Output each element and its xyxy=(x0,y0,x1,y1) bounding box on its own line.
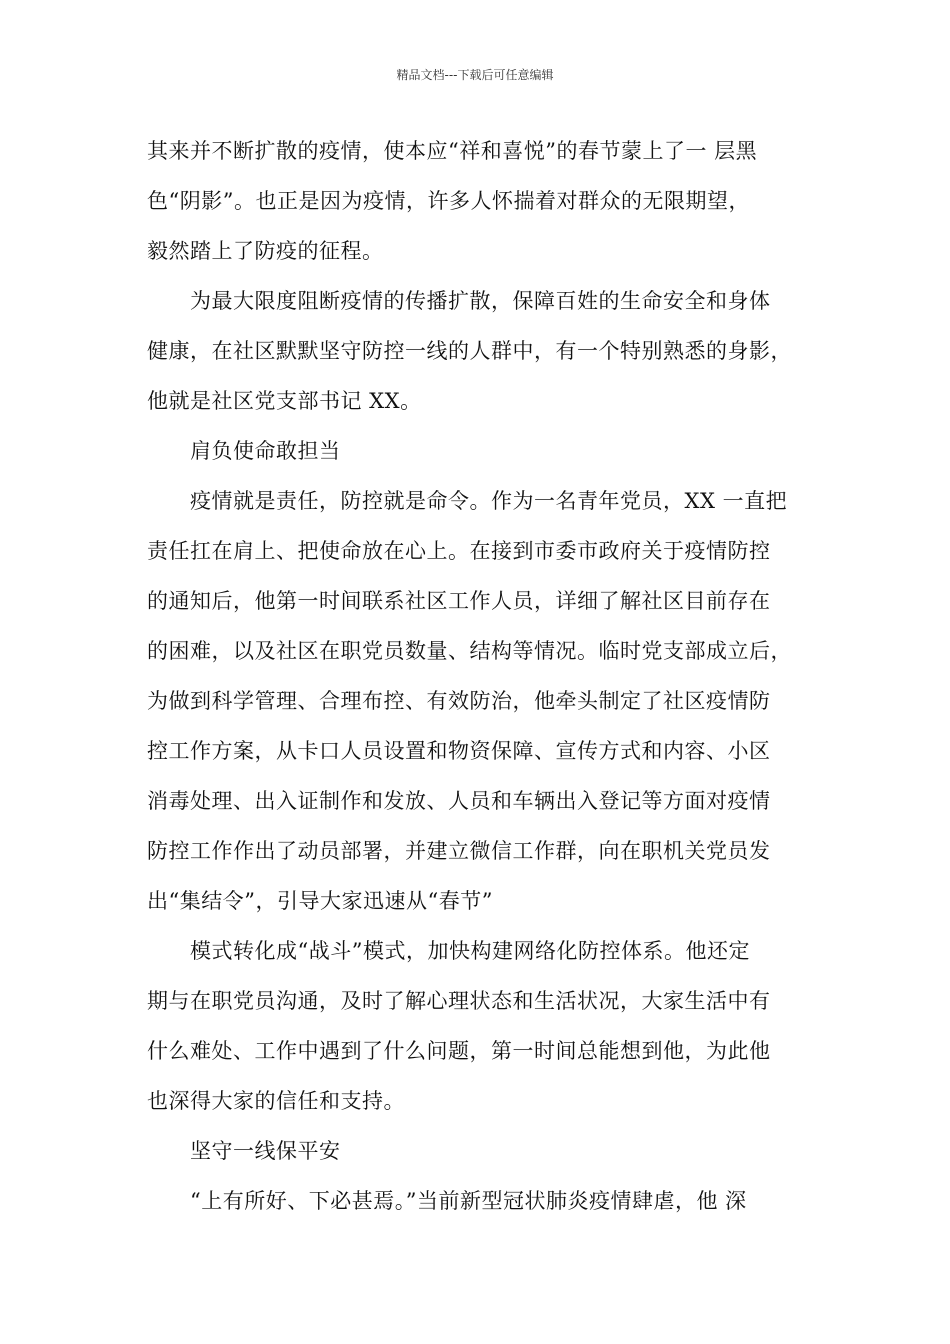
paragraph-line: 控工作方案，从卡口人员设置和物资保障、宣传方式和内容、小区 xyxy=(147,739,771,763)
paragraph-line: 他就是社区党支部书记 XX。 xyxy=(147,389,422,413)
paragraph-line: 期与在职党员沟通，及时了解心理状态和生活状况，大家生活中有 xyxy=(147,989,771,1013)
document-body xyxy=(147,126,822,1226)
page-header: 精品文档---下载后可任意编辑 xyxy=(396,68,554,82)
paragraph-line: 为做到科学管理、合理布控、有效防治，他牵头制定了社区疫情防 xyxy=(147,689,771,713)
section-heading-2 xyxy=(147,1126,822,1176)
paragraph-4 xyxy=(147,926,822,1126)
paragraph-line: 疫情就是责任，防控就是命令。作为一名青年党员，XX 一直把 xyxy=(190,489,788,513)
paragraph-line: 为最大限度阻断疫情的传播扩散，保障百姓的生命安全和身体 xyxy=(190,289,771,313)
paragraph-line: 毅然踏上了防疫的征程。 xyxy=(147,239,384,263)
paragraph-line: 其来并不断扩散的疫情，使本应“祥和喜悦”的春节蒙上了一 层黑 xyxy=(147,139,758,163)
section-heading-text: 肩负使命敢担当 xyxy=(190,439,341,463)
section-heading-1 xyxy=(147,426,822,476)
paragraph-line: 什么难处、工作中遇到了什么问题，第一时间总能想到他，为此他 xyxy=(147,1039,771,1063)
paragraph-line: 防控工作作出了动员部署，并建立微信工作群，向在职机关党员发 xyxy=(147,839,771,863)
paragraph-line: 出“集结令”，引导大家迅速从“春节” xyxy=(147,889,493,913)
paragraph-1 xyxy=(147,126,822,276)
paragraph-line: 的通知后，他第一时间联系社区工作人员，详细了解社区目前存在 xyxy=(147,589,771,613)
paragraph-line: 健康，在社区默默坚守防控一线的人群中，有一个特别熟悉的身影， xyxy=(147,339,792,363)
paragraph-line: 消毒处理、出入证制作和发放、人员和车辆出入登记等方面对疫情 xyxy=(147,789,771,813)
paragraph-2 xyxy=(147,276,822,426)
paragraph-line: “上有所好、下必甚焉。”当前新型冠状肺炎疫情肆虐，他 深 xyxy=(190,1189,747,1213)
section-heading-text: 坚守一线保平安 xyxy=(190,1139,341,1163)
paragraph-5 xyxy=(147,1176,822,1226)
paragraph-line: 也深得大家的信任和支持。 xyxy=(147,1089,405,1113)
paragraph-line: 的困难，以及社区在职党员数量、结构等情况。临时党支部成立后， xyxy=(147,639,792,663)
paragraph-line: 模式转化成“战斗”模式，加快构建网络化防控体系。他还定 xyxy=(190,939,750,963)
paragraph-3 xyxy=(147,476,822,926)
paragraph-line: 责任扛在肩上、把使命放在心上。在接到市委市政府关于疫情防控 xyxy=(147,539,771,563)
paragraph-line: 色“阴影”。也正是因为疫情，许多人怀揣着对群众的无限期望， xyxy=(147,189,750,213)
